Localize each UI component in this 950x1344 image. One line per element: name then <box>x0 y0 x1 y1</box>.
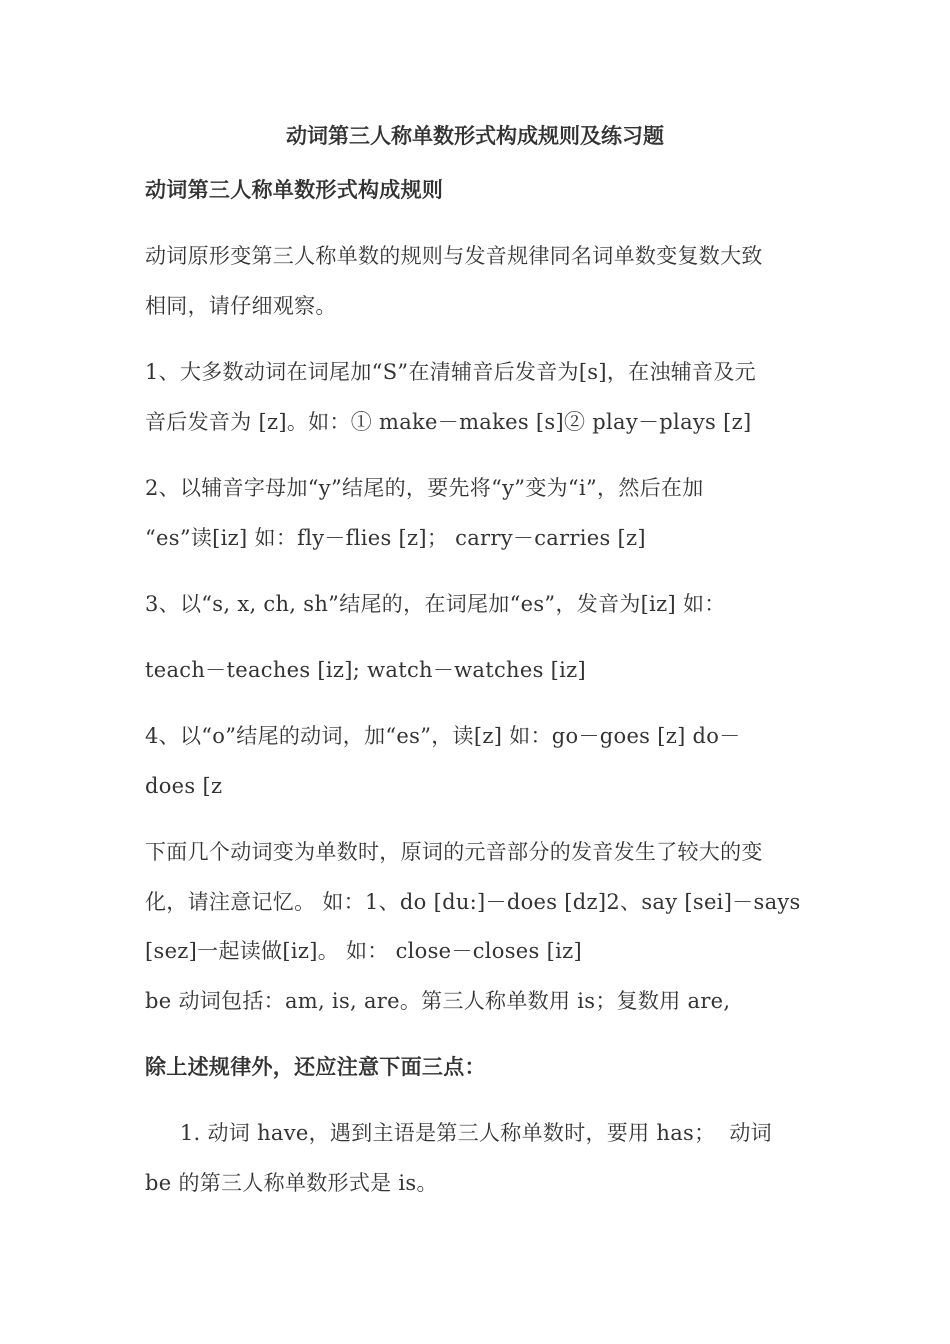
section-heading: 动词第三人称单数形式构成规则 <box>145 177 444 202</box>
point-1-line-1: 1. 动词 have，遇到主语是第三人称单数时，要用 has； 动词 <box>145 1121 772 1145</box>
rule-4-line-1: 4、以“o”结尾的动词，加“es”，读[z] 如：go－goes [z] do－ <box>145 724 741 748</box>
note-line-3: [sez]一起读做[iz]。 如： close－closes [iz] <box>145 939 582 963</box>
rule-4-line-2: does [z <box>145 774 223 798</box>
rule-2-line-1: 2、以辅音字母加“y”结尾的，要先将“y”变为“i”，然后在加 <box>145 476 704 500</box>
rule-3-line-2: teach－teaches [iz]; watch－watches [iz] <box>145 658 587 682</box>
intro-line-2: 相同，请仔细观察。 <box>145 294 337 318</box>
note-line-2: 化，请注意记忆。 如：1、do [du:]－does [dz]2、say [sei]－says <box>145 890 801 914</box>
rule-2-line-2: “es”读[iz] 如：fly－flies [z]； carry－carries [z] <box>145 526 646 550</box>
note-line-1: 下面几个动词变为单数时，原词的元音部分的发音发生了较大的变 <box>145 840 763 864</box>
rule-1-line-2: 音后发音为 [z]。如：① make－makes [s]② play－plays [z] <box>145 410 752 434</box>
point-1-line-2: be 的第三人称单数形式是 is。 <box>145 1171 438 1195</box>
subheading: 除上述规律外，还应注意下面三点： <box>145 1054 486 1079</box>
intro-line-1: 动词原形变第三人称单数的规则与发音规律同名词单数变复数大致 <box>145 244 763 268</box>
document-title: 动词第三人称单数形式构成规则及练习题 <box>286 123 664 148</box>
note-line-4: be 动词包括：am, is, are。第三人称单数用 is；复数用 are, <box>145 989 731 1013</box>
rule-1-line-1: 1、大多数动词在词尾加“S”在清辅音后发音为[s]，在浊辅音及元 <box>145 360 756 384</box>
rule-3-line-1: 3、以“s, x, ch, sh”结尾的，在词尾加“es”，发音为[iz] 如： <box>145 592 726 616</box>
